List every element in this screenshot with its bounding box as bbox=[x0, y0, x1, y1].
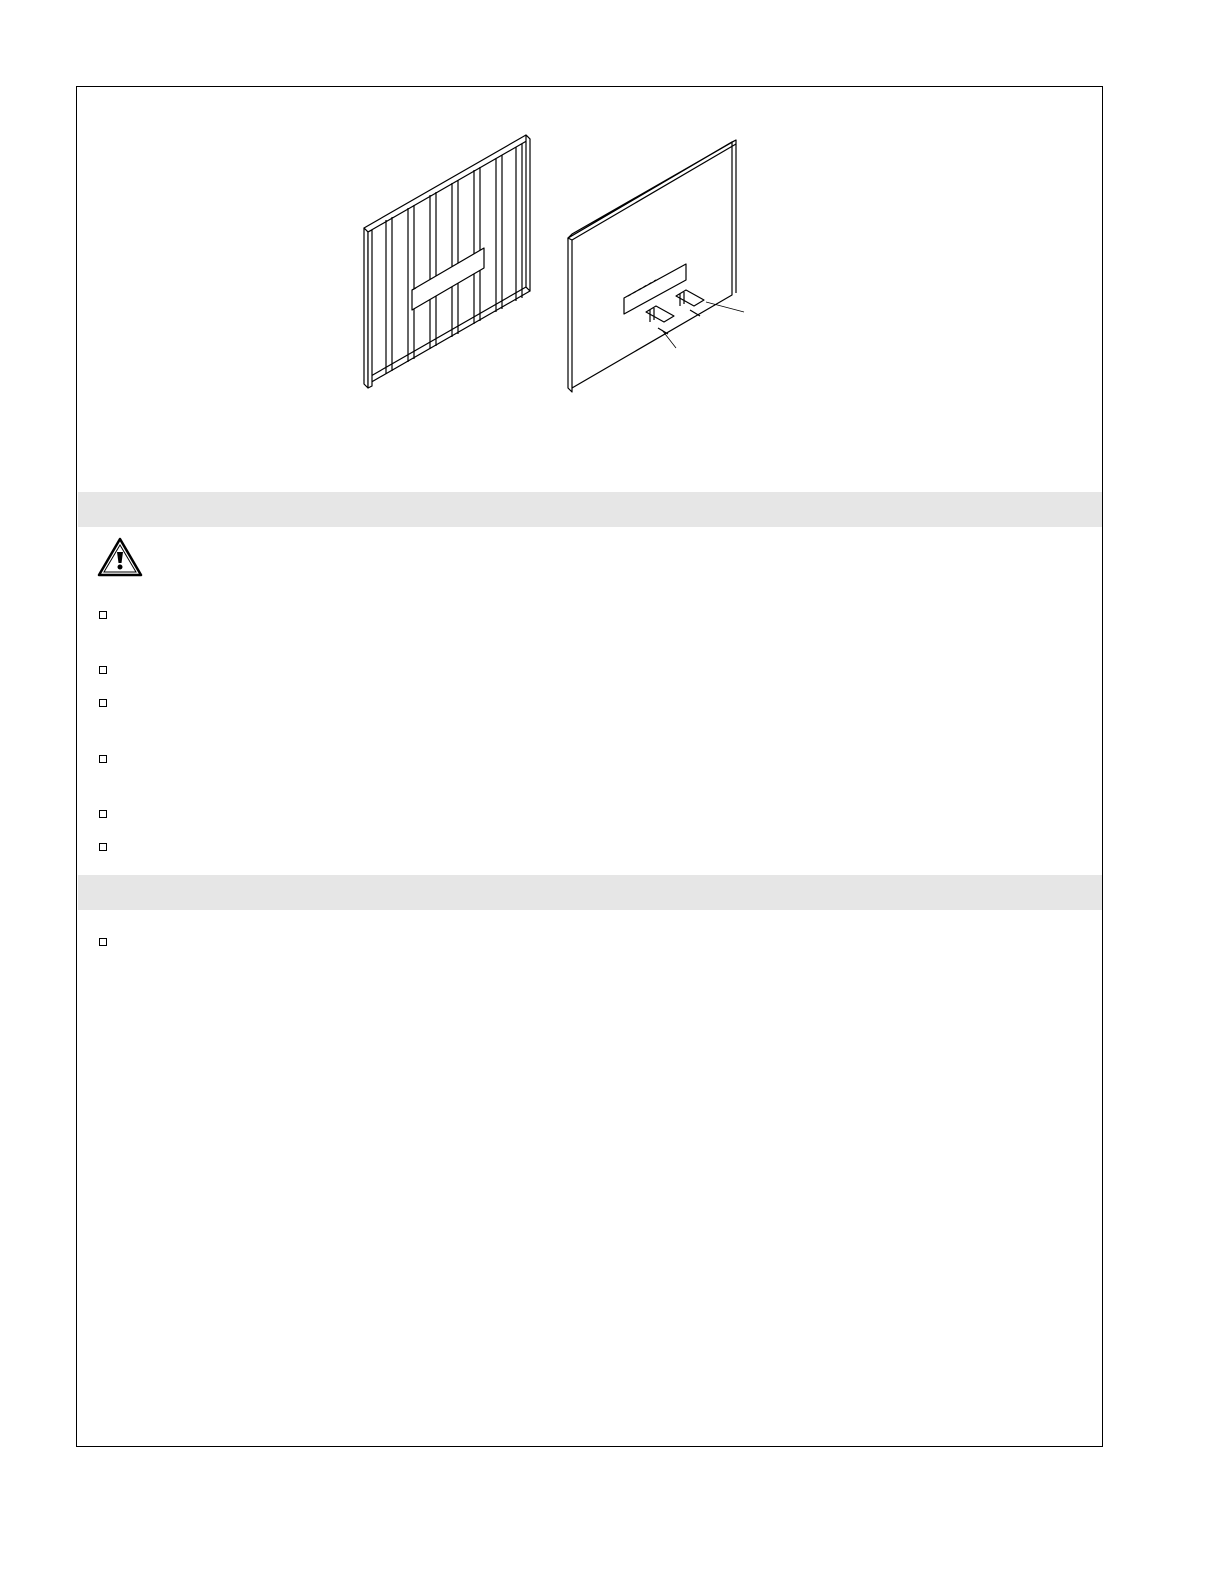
checklist-box[interactable] bbox=[99, 611, 107, 619]
section-header-preparation bbox=[78, 492, 1102, 527]
warning-triangle-icon bbox=[97, 537, 143, 577]
checklist-box[interactable] bbox=[99, 699, 107, 707]
checklist-box[interactable] bbox=[99, 938, 107, 946]
wall-panel-drawing bbox=[568, 140, 744, 392]
checklist-box[interactable] bbox=[99, 755, 107, 763]
wall-framing-drawing bbox=[364, 135, 530, 388]
checklist-box[interactable] bbox=[99, 843, 107, 851]
checklist-box[interactable] bbox=[99, 810, 107, 818]
wall-framing-illustration bbox=[356, 130, 756, 400]
section-header-install bbox=[78, 875, 1102, 910]
checklist-box[interactable] bbox=[99, 666, 107, 674]
